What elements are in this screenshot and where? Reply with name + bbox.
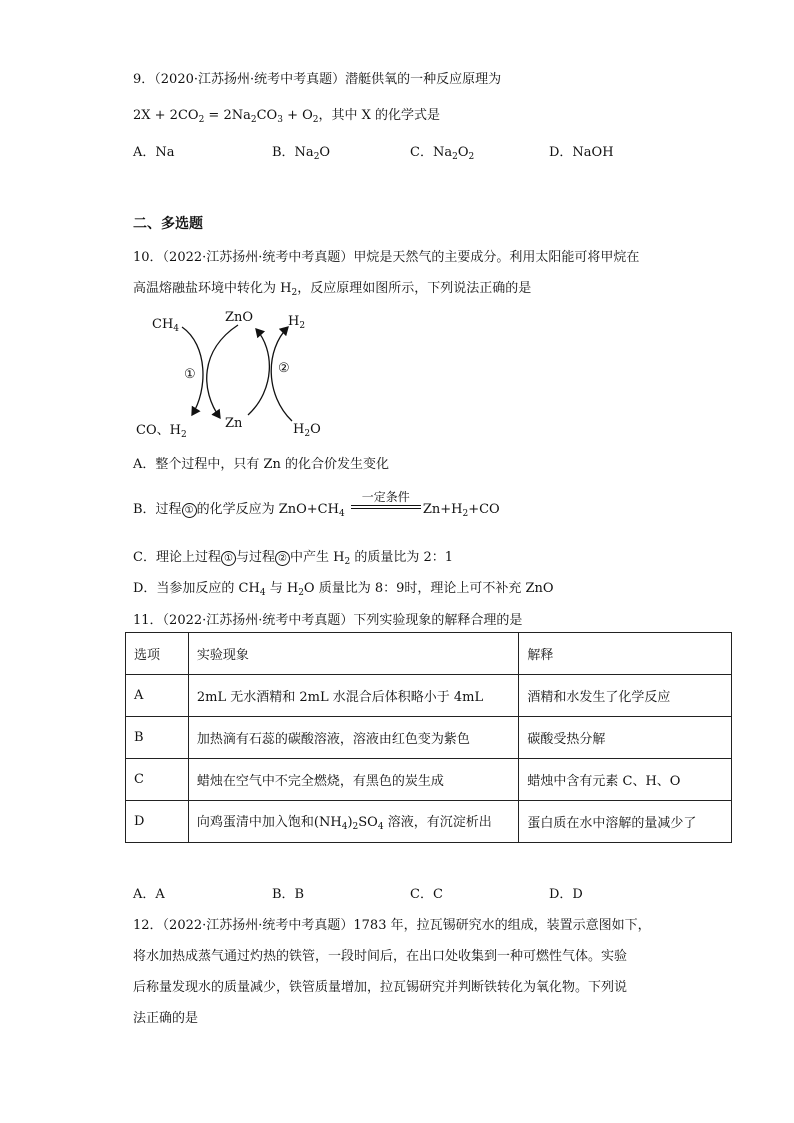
q10-stem-line2: 高温熔融盐环境中转化为 $H_2$，反应原理如图所示，下列说法正确的是 xyxy=(133,281,532,298)
cell-explanation: 酒精和水发生了化学反应 xyxy=(519,675,732,717)
table-header-row xyxy=(126,633,732,675)
section-title: 二、多选题 xyxy=(133,216,203,232)
cell-explanation: 碳酸受热分解 xyxy=(519,717,732,759)
q11-table xyxy=(125,632,732,843)
q10-option-c[interactable]: C．理论上过程 ① 与过程 ② 中产生 $H_2$ 的质量比为 2：1 xyxy=(133,550,453,567)
table-row xyxy=(126,717,732,759)
arrow-zno-to-zn xyxy=(207,325,238,418)
q10-option-d[interactable]: D．当参加反应的 $CH_4$ 与 $H_2O$ 质量比为 8：9时，理论上可不补充 ZnO xyxy=(133,581,554,598)
label-h2: $H_2$ xyxy=(288,314,306,331)
header-option: 选项 xyxy=(126,633,189,675)
cell-option: A xyxy=(126,675,189,717)
cell-option: B xyxy=(126,717,189,759)
q10-option-b[interactable]: B．过程 ① 的化学反应为 $ZnO+CH_4$ 一定条件 $Zn+H_2+CO$ xyxy=(133,490,500,519)
q12-stem-line4: 法正确的是 xyxy=(133,1011,199,1026)
reaction-condition-arrow: 一定条件 xyxy=(351,501,421,513)
q11-stem: 11．（2022·江苏扬州·统考中考真题）下列实验现象的解释合理的是 xyxy=(133,613,523,628)
q9-stem: 9．（2020·江苏扬州·统考中考真题）潜艇供氧的一种反应原理为 xyxy=(133,72,502,87)
label-ch4: $CH_4$ xyxy=(152,317,180,334)
q11-option-a[interactable]: A．A xyxy=(133,887,165,902)
cell-phenomenon: 向鸡蛋清中加入饱和$(NH_4)_2SO_4$ 溶液，有沉淀析出 xyxy=(188,801,518,843)
arrow-zn-to-h2 xyxy=(248,329,269,415)
q12-stem-line3: 后称量发现水的质量减少，铁管质量增加，拉瓦锡研究并判断铁转化为氧化物。下列说 xyxy=(133,980,628,995)
cell-phenomenon: 2mL 无水酒精和 2mL 水混合后体积略小于 4mL xyxy=(188,675,518,717)
header-explanation: 解释 xyxy=(519,633,732,675)
q11-option-b[interactable]: B．B xyxy=(272,887,305,902)
cell-phenomenon: 加热滴有石蕊的碳酸溶液，溶液由红色变为紫色 xyxy=(188,717,518,759)
table-row xyxy=(126,801,732,843)
label-zn: Zn xyxy=(225,416,243,431)
label-step-1: ① xyxy=(184,367,196,382)
label-co-h2: CO、$H_2$ xyxy=(136,423,187,440)
q12-stem-line1: 12．（2022·江苏扬州·统考中考真题）1783 年，拉瓦锡研究水的组成，装置示意图如下， xyxy=(133,918,651,933)
q10-option-a[interactable]: A．整个过程中，只有 Zn 的化合价发生变化 xyxy=(133,457,390,472)
cell-option: C xyxy=(126,759,189,801)
cell-explanation: 蜡烛中含有元素 C、H、O xyxy=(519,759,732,801)
cell-option: D xyxy=(126,801,189,843)
cell-explanation: 蛋白质在水中溶解的量减少了 xyxy=(519,801,732,843)
reaction-diagram xyxy=(130,305,350,445)
q9-option-a[interactable]: A．Na xyxy=(133,145,175,160)
label-h2o: $H_2O$ xyxy=(293,422,321,439)
table-row xyxy=(126,759,732,801)
q12-stem-line2: 将水加热成蒸气通过灼热的铁管，一段时间后，在出口处收集到一种可燃性气体。实验 xyxy=(133,949,628,964)
table-row xyxy=(126,675,732,717)
q9-option-c[interactable]: C．$Na_2O_2$ xyxy=(410,145,475,162)
header-phenomenon: 实验现象 xyxy=(188,633,518,675)
q9-option-d[interactable]: D．NaOH xyxy=(549,145,614,160)
q11-option-d[interactable]: D．D xyxy=(549,887,583,902)
q9-option-b[interactable]: B．$Na_2O$ xyxy=(272,145,331,162)
cell-phenomenon: 蜡烛在空气中不完全燃烧，有黑色的炭生成 xyxy=(188,759,518,801)
q10-stem-line1: 10．（2022·江苏扬州·统考中考真题）甲烷是天然气的主要成分。利用太阳能可将甲烷在 xyxy=(133,250,640,265)
q9-equation: $2X + 2CO_2 = 2Na_2CO_3 + O_2$，其中 X 的化学式是 xyxy=(133,108,441,125)
q11-option-c[interactable]: C．C xyxy=(410,887,443,902)
label-zno: ZnO xyxy=(225,310,254,325)
label-step-2: ② xyxy=(278,361,290,376)
